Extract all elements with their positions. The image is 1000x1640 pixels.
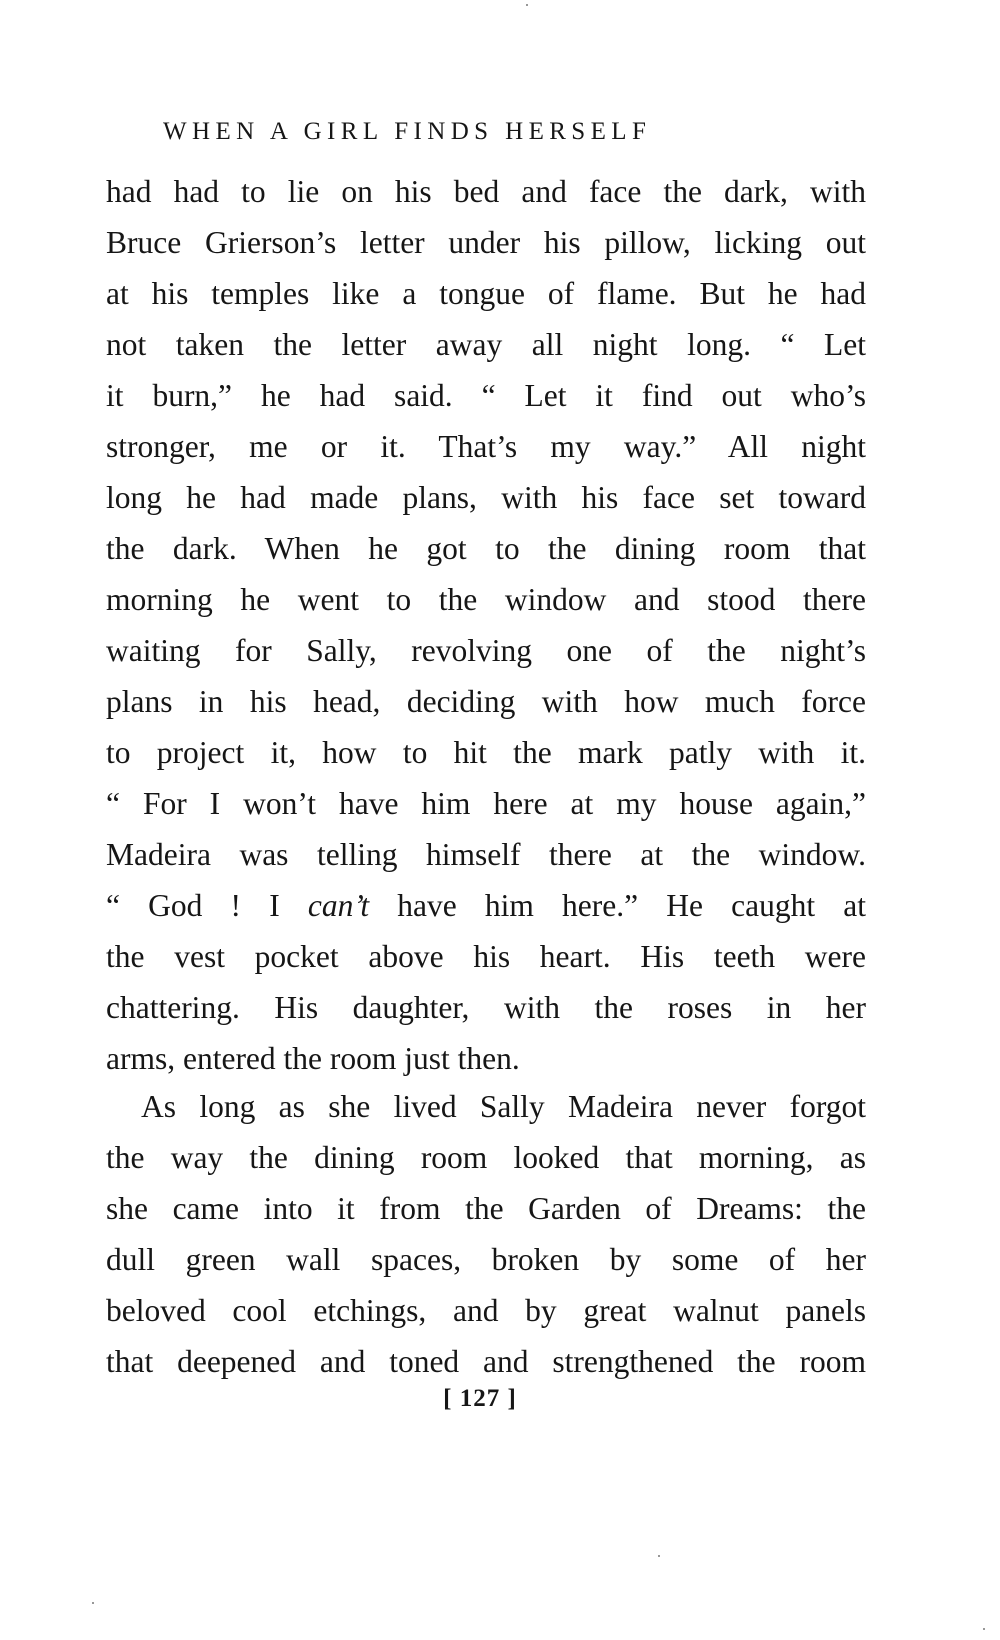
text-line: it burn,” he had said. “ Let it find out who’s	[106, 378, 866, 413]
paragraph-1	[106, 166, 866, 1084]
text-line: at his temples like a tongue of flame. But he had	[106, 276, 866, 311]
scan-speck	[658, 1555, 660, 1557]
text-line: chattering. His daughter, with the roses in her	[106, 990, 866, 1025]
text-segment: have him here.” He caught at	[369, 888, 867, 923]
text-line: the vest pocket above his heart. His teeth were	[106, 939, 866, 974]
text-line: the dark. When he got to the dining room that	[106, 531, 866, 566]
text-line: Bruce Grierson’s letter under his pillow, licking out	[106, 225, 866, 260]
text-line: the way the dining room looked that morning, as	[106, 1140, 866, 1175]
scan-speck	[92, 1602, 94, 1604]
text-line: morning he went to the window and stood there	[106, 582, 866, 617]
text-line: had had to lie on his bed and face the dark, with	[106, 174, 866, 209]
text-line: Madeira was telling himself there at the window.	[106, 837, 866, 872]
italic-emphasis: can’t	[307, 888, 370, 923]
text-line: that deepened and toned and strengthened the room	[106, 1344, 866, 1379]
text-line-with-emphasis	[106, 880, 866, 931]
text-line: plans in his head, deciding with how much force	[106, 684, 866, 719]
text-line: long he had made plans, with his face set toward	[106, 480, 866, 515]
text-line: beloved cool etchings, and by great walnut panels	[106, 1293, 866, 1328]
scan-speck	[983, 1628, 985, 1630]
text-line: not taken the letter away all night long. “ Let	[106, 327, 866, 362]
scan-speck	[526, 4, 528, 6]
page-number: [ 127 ]	[443, 1385, 517, 1412]
text-line: to project it, how to hit the mark patly with it.	[106, 735, 866, 770]
text-segment: “ God ! I	[106, 888, 308, 923]
text-line: waiting for Sally, revolving one of the night’s	[106, 633, 866, 668]
paragraph-2	[106, 1081, 866, 1387]
text-line: she came into it from the Garden of Dreams: the	[106, 1191, 866, 1226]
text-line: stronger, me or it. That’s my way.” All night	[106, 429, 866, 464]
text-line: “ For I won’t have him here at my house again,”	[106, 786, 866, 821]
text-line: dull green wall spaces, broken by some of her	[106, 1242, 866, 1277]
text-line: arms, entered the room just then.	[106, 1041, 520, 1076]
text-line: As long as she lived Sally Madeira never forgot	[141, 1089, 866, 1124]
running-head: WHEN A GIRL FINDS HERSELF	[163, 118, 652, 145]
